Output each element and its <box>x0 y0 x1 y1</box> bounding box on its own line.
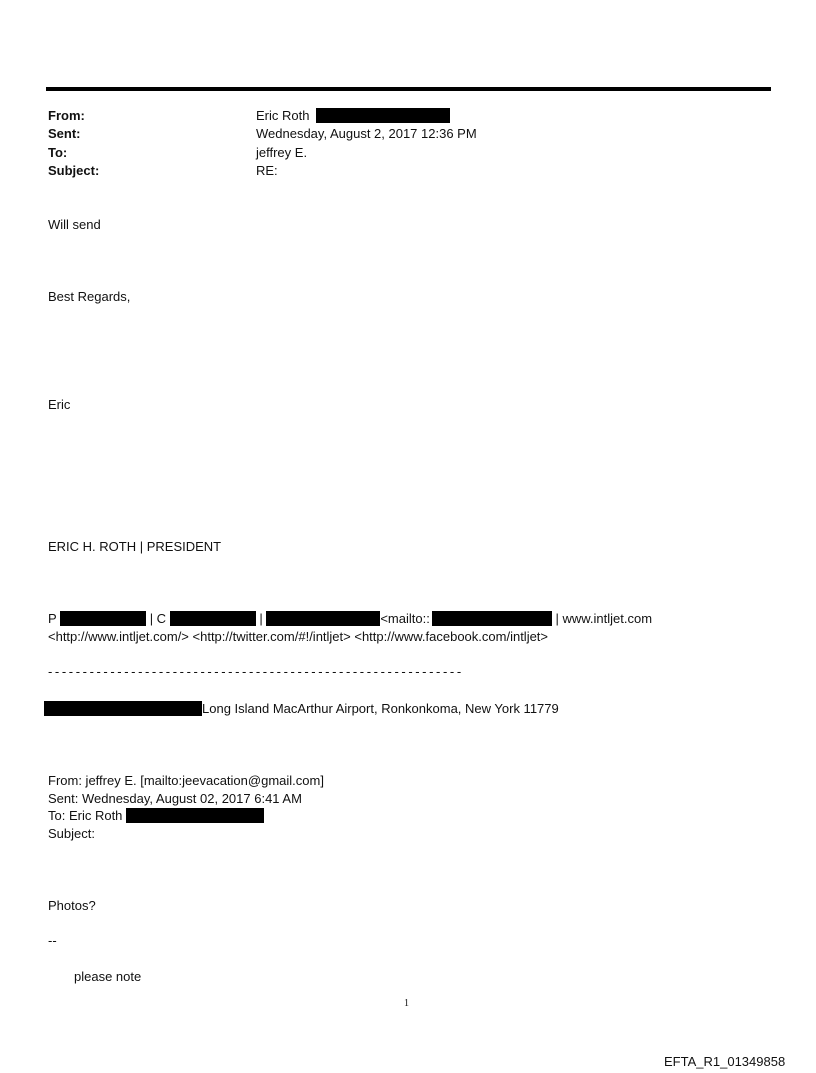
from-value <box>256 108 450 124</box>
signature-links[interactable]: <http://www.intljet.com/> <http://twitter.com/#!/intljet> <http://www.facebook.com/intljet> <box>48 629 549 644</box>
document-id: EFTA_R1_01349858 <box>664 1054 786 1069</box>
cell-prefix: | C <box>149 611 167 626</box>
redaction-box <box>266 611 380 626</box>
mailto-text: <mailto:: <box>380 611 430 626</box>
quoted-from: From: jeffrey E. [mailto:jeevacation@gmail.com] <box>48 773 324 788</box>
quoted-subject: Subject: <box>48 826 95 841</box>
body-line-eric: Eric <box>48 397 71 412</box>
page-number: 1 <box>404 998 409 1009</box>
sent-label: Sent: <box>48 126 81 141</box>
subject-value: RE: <box>256 163 278 178</box>
signature-address-line <box>44 701 559 717</box>
quoted-to: To: Eric Roth <box>48 808 123 823</box>
from-name: Eric Roth <box>256 108 310 123</box>
quoted-to-line <box>48 808 264 824</box>
redaction-box <box>170 611 256 626</box>
signature-divider: ------------------------------------------------------------ <box>48 664 464 679</box>
redaction-box <box>316 108 450 123</box>
address-text: Long Island MacArthur Airport, Ronkonkoma, New York 11779 <box>202 701 559 716</box>
redaction-box <box>60 611 146 626</box>
signature-contact-line <box>48 611 652 627</box>
body-line-regards: Best Regards, <box>48 289 131 304</box>
redaction-box <box>126 808 264 823</box>
contact-separator: | <box>259 611 263 626</box>
to-value: jeffrey E. <box>256 145 308 160</box>
quoted-note: please note <box>74 969 142 984</box>
header-rule <box>46 87 771 91</box>
sent-value: Wednesday, August 2, 2017 12:36 PM <box>256 126 477 141</box>
website-link[interactable]: | www.intljet.com <box>555 611 653 626</box>
quoted-sent: Sent: Wednesday, August 02, 2017 6:41 AM <box>48 791 302 806</box>
to-label: To: <box>48 145 68 160</box>
quoted-sig-dashes: -- <box>48 933 57 948</box>
signature-title: ERIC H. ROTH | PRESIDENT <box>48 539 222 554</box>
redaction-box <box>44 701 202 716</box>
phone-prefix: P <box>48 611 57 626</box>
redaction-box <box>432 611 552 626</box>
from-label: From: <box>48 108 85 123</box>
quoted-body: Photos? <box>48 898 96 913</box>
subject-label: Subject: <box>48 163 100 178</box>
body-line-will-send: Will send <box>48 217 101 232</box>
